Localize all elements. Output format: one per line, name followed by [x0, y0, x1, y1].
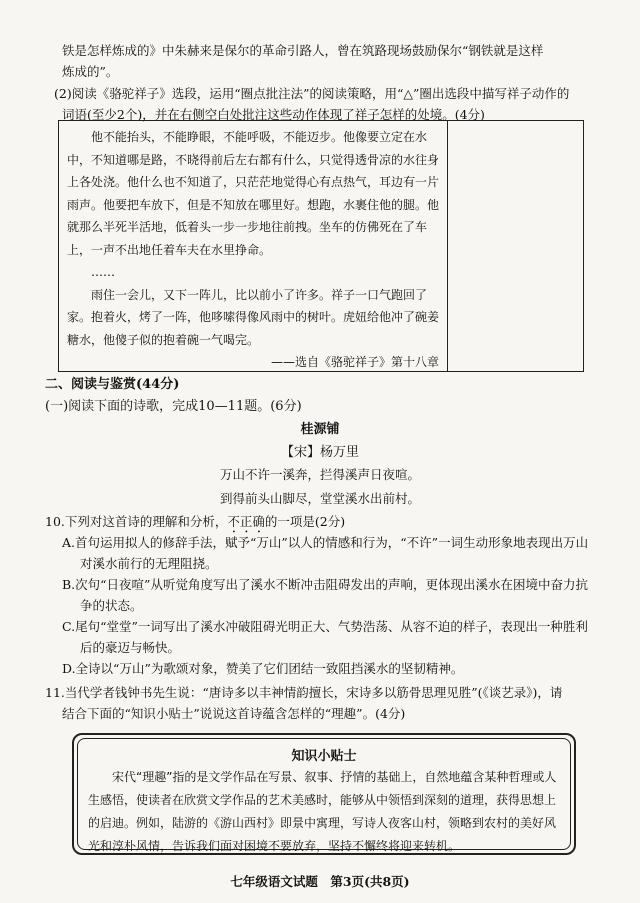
question-11-line-1: 11.当代学者钱钟书先生说：“唐诗多以丰神情韵擅长，宋诗多以筋骨思理见胜”(《谈艺录》)，请: [45, 685, 563, 700]
annotation-column-divider: [447, 121, 448, 371]
knowledge-tips-inner-border: [77, 738, 571, 853]
poem-line-2: 到得前头山脚尽，堂堂溪水出前村。: [219, 491, 420, 506]
section-2-heading: 二、阅读与鉴赏(44分): [45, 377, 180, 392]
question-2-line-2: 词语(至少2个)，并在右侧空白处批注这些动作体现了祥子怎样的处境。(4分): [62, 107, 485, 122]
prev-question-text-line-1: 铁是怎样炼成的》中朱赫来是保尔的革命引路人，曾在筑路现场鼓励保尔“钢铁就是这样: [62, 43, 544, 58]
question-11-line-2: 结合下面的“知识小贴士”说说这首诗蕴含怎样的“理趣”。(4分): [62, 706, 406, 721]
excerpt-text: [67, 126, 439, 374]
question-10-option-c: C.尾句“堂堂”一词写出了溪水冲破阻碍光明正大、气势浩荡、从容不迫的样子，表现出一种胜利后的豪迈与畅快。: [62, 619, 588, 655]
prev-question-text-line-2: 炼成的”。: [62, 64, 119, 79]
question-10-option-a: A.首句运用拟人的修辞手法，赋予“万山”以人的情感和行为，“不许”一词生动形象地表现出万山对溪水前行的无理阻挠。: [62, 535, 589, 571]
excerpt-paragraph-2: 雨住一会儿，又下一阵儿，比以前小了许多。祥子一口气跑回了家。抱着火，烤了一阵，他哆嗦得像风雨中的树叶。虎妞给他冲了碗姜糖水，他傻子似的抱着碗一气喝完。: [67, 287, 440, 347]
poem-line-1: 万山不许一溪奔，拦得溪声日夜喧。: [219, 467, 420, 482]
question-10-stem-suffix: 的一项是(2分): [264, 514, 346, 529]
excerpt-paragraph-1: 他不能抬头，不能睁眼，不能呼吸，不能迈步。他像要立定在水中，不知道哪是路，不晓得前后左右都有什么，只觉得透骨凉的水往身上各处浇。他什么也不知道了，只茫茫地觉得心有点热气，耳边有一片雨声。他要把车放下，但是不知放在哪里好。想跑，水裹住他的腿。他就那么半死半活地，低着头一步一步地往前拽。坐车的仿佛死在了车上，一声不出地任着车夫在水里挣命。: [67, 130, 440, 257]
question-10-emphasis: 不正确: [227, 514, 265, 529]
knowledge-tips-body: 宋代“理趣”指的是文学作品在写景、叙事、抒情的基础上，自然地蕴含某种哲理或人生感悟，使读者在欣赏文学作品的艺术美感时，能够从中领悟到深刻的道理，获得思想上的启迪。例如，陆游的《游山西村》即景中寓理，写诗人夜客山村，领略到农村的美好风光和淳朴风情，告诉我们面对困境不要放弃，坚持不懈终将迎来转机。: [88, 770, 557, 853]
excerpt-source: ——选自《骆驼祥子》第十八章: [270, 355, 439, 369]
knowledge-tips-title: 知识小贴士: [291, 749, 357, 764]
question-10-option-d: D.全诗以“万山”为歌颂对象，赞美了它们团结一致阻挡溪水的坚韧精神。: [62, 661, 464, 676]
question-10-stem-prefix: 10.下列对这首诗的理解和分析，: [45, 514, 228, 529]
question-2-line-1: (2)阅读《骆驼祥子》选段，运用“圈点批注法”的阅读策略，用“△”圈出选段中描写祥子动作的: [54, 86, 570, 101]
page-footer: 七年级语文试题 第3页(共8页): [230, 874, 410, 889]
excerpt-ellipsis: ……: [91, 265, 115, 279]
question-10-option-b: B.次句“日夜喧”从听觉角度写出了溪水不断冲击阻碍发出的声响，更体现出溪水在困境中奋力抗争的状态。: [62, 577, 588, 613]
knowledge-tips-box: [72, 733, 576, 855]
excerpt-box: [58, 120, 584, 372]
poem-author: 【宋】杨万里: [280, 445, 359, 460]
subsection-1-heading: (一)阅读下面的诗歌，完成10—11题。(6分): [45, 399, 302, 414]
poem-title: 桂源铺: [300, 422, 340, 437]
